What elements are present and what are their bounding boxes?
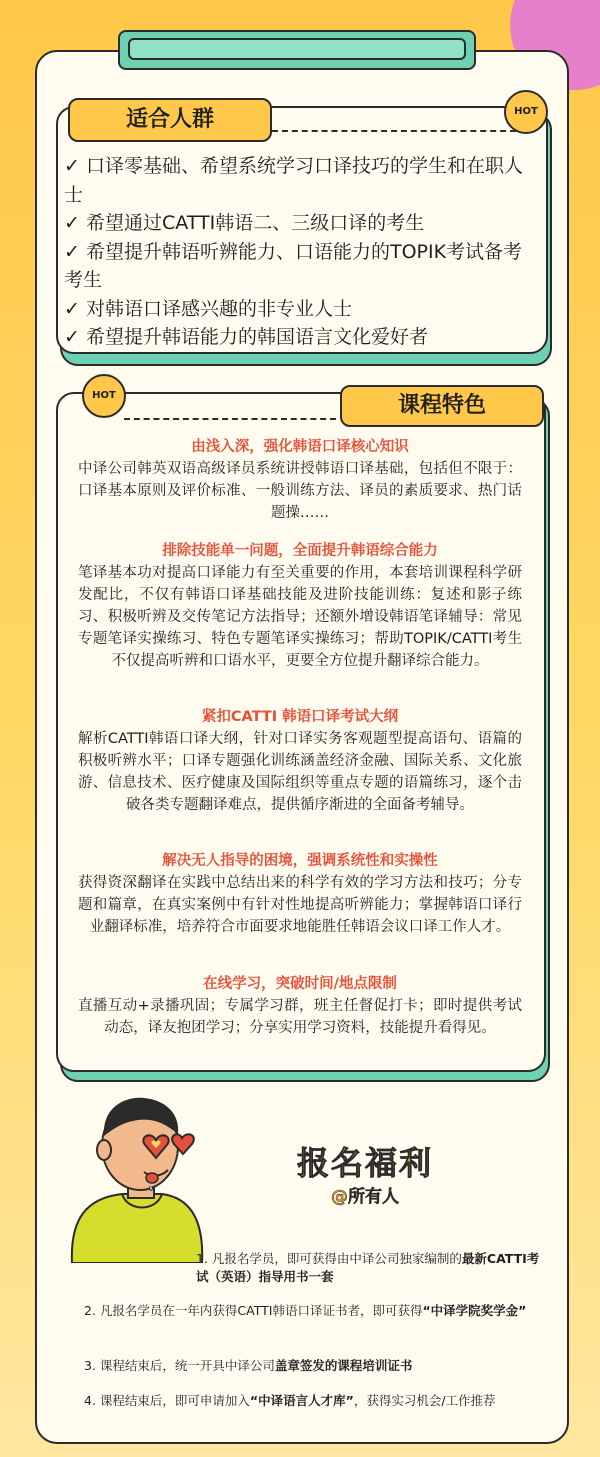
audience-title: 适合人群 bbox=[125, 107, 214, 132]
cartoon-man-illustration bbox=[62, 1088, 212, 1263]
audience-list bbox=[64, 152, 538, 352]
feature-body: 解析CATTI韩语口译大纲，针对口译实务客观题型提高语句、语篇的积极听辨水平；口译专题强化训练涵盖经济金融、国际关系、文化旅游、信息技术、医疗健康及国际组织等重点专题的语篇练习，逐个击破各类专题翻译难点，提供循序渐进的全面备考辅导。 bbox=[78, 731, 522, 813]
benefit-highlight: 最新CATTI考试（英语）指导用书一套 bbox=[196, 1251, 540, 1284]
benefit-item bbox=[84, 1357, 534, 1375]
benefit-item bbox=[84, 1302, 534, 1320]
hot-badge-icon: HOT bbox=[82, 374, 126, 418]
benefits-subtitle: @所有人 bbox=[331, 1187, 399, 1207]
benefit-text: 4. 课程结束后，即可申请加入 bbox=[84, 1393, 250, 1408]
feature-body: 笔译基本功对提高口译能力有至关重要的作用，本套培训课程科学研发配比，不仅有韩语口译基础技能及进阶技能训练：复述和影子练习、积极听辨及交传笔记方法指导；还额外增设韩语笔译辅导：常见专题笔译实操练习、特色专题笔译实操练习；帮助TOPIK/CATTI考生不仅提高听辨和口语水平，更要全方位提升翻译综合能力。 bbox=[78, 565, 522, 669]
benefit-highlight: “中译语言人才库” bbox=[249, 1393, 354, 1408]
list-item: ✓ 对韩语口译感兴趣的非专业人士 bbox=[64, 297, 352, 320]
hot-badge-icon: HOT bbox=[504, 90, 548, 134]
binder-clip bbox=[118, 30, 476, 70]
list-item: ✓ 希望提升韩语听辨能力、口语能力的TOPIK考试备考考生 bbox=[64, 240, 523, 291]
benefit-text: 2. 凡报名学员在一年内获得CATTI韩语口译证书者，即可获得 bbox=[84, 1303, 423, 1318]
feature-body: 中译公司韩英双语高级译员系统讲授韩语口译基础，包括但不限于：口译基本原则及评价标准、一般训练方法、译员的素质要求、热门话题操…… bbox=[78, 461, 522, 521]
feature-heading: 解决无人指导的困境，强调系统性和实操性 bbox=[162, 853, 438, 869]
benefit-highlight: “中译学院奖学金” bbox=[422, 1303, 527, 1318]
audience-tab bbox=[68, 98, 272, 142]
benefit-item bbox=[196, 1250, 546, 1286]
benefit-text: 1. 凡报名学员，即可获得由中译公司独家编制的 bbox=[196, 1251, 462, 1266]
feature-block bbox=[78, 540, 522, 672]
benefit-text: 3. 课程结束后，统一开具中译公司 bbox=[84, 1358, 275, 1373]
feature-body: 直播互动+录播巩固；专属学习群，班主任督促打卡；即时提供考试动态，译友抱团学习；分享实用学习资料，技能提升看得见。 bbox=[78, 998, 522, 1036]
feature-heading: 紧扣CATTI 韩语口译考试大纲 bbox=[201, 709, 399, 725]
feature-body: 获得资深翻译在实践中总结出来的科学有效的学习方法和技巧；分专题和篇章，在真实案例中有针对性地提高听辨能力；掌握韩语口译行业翻译标准，培养符合市面要求地能胜任韩语会议口译工作人才。 bbox=[78, 875, 522, 935]
feature-block bbox=[78, 706, 522, 816]
list-item: ✓ 希望提升韩语能力的韩国语言文化爱好者 bbox=[64, 326, 428, 348]
benefit-item bbox=[84, 1392, 534, 1410]
feature-block bbox=[78, 973, 522, 1039]
feature-heading: 由浅入深，强化韩语口译核心知识 bbox=[191, 439, 409, 455]
features-title: 课程特色 bbox=[397, 393, 486, 418]
feature-heading: 排除技能单一问题，全面提升韩语综合能力 bbox=[162, 543, 438, 559]
divider bbox=[272, 130, 516, 132]
feature-block bbox=[78, 850, 522, 938]
list-item: ✓ 口译零基础、希望系统学习口译技巧的学生和在职人士 bbox=[64, 155, 523, 206]
feature-heading: 在线学习，突破时间/地点限制 bbox=[203, 976, 397, 992]
list-item: ✓ 希望通过CATTI韩语二、三级口译的考生 bbox=[64, 212, 425, 234]
benefits-title: 报名福利 bbox=[296, 1144, 433, 1182]
benefit-text: ，获得实习机会/工作推荐 bbox=[353, 1393, 496, 1408]
features-tab bbox=[340, 385, 544, 427]
divider bbox=[124, 418, 336, 420]
benefit-highlight: 盖章签发的课程培训证书 bbox=[274, 1358, 413, 1373]
feature-block bbox=[78, 436, 522, 524]
